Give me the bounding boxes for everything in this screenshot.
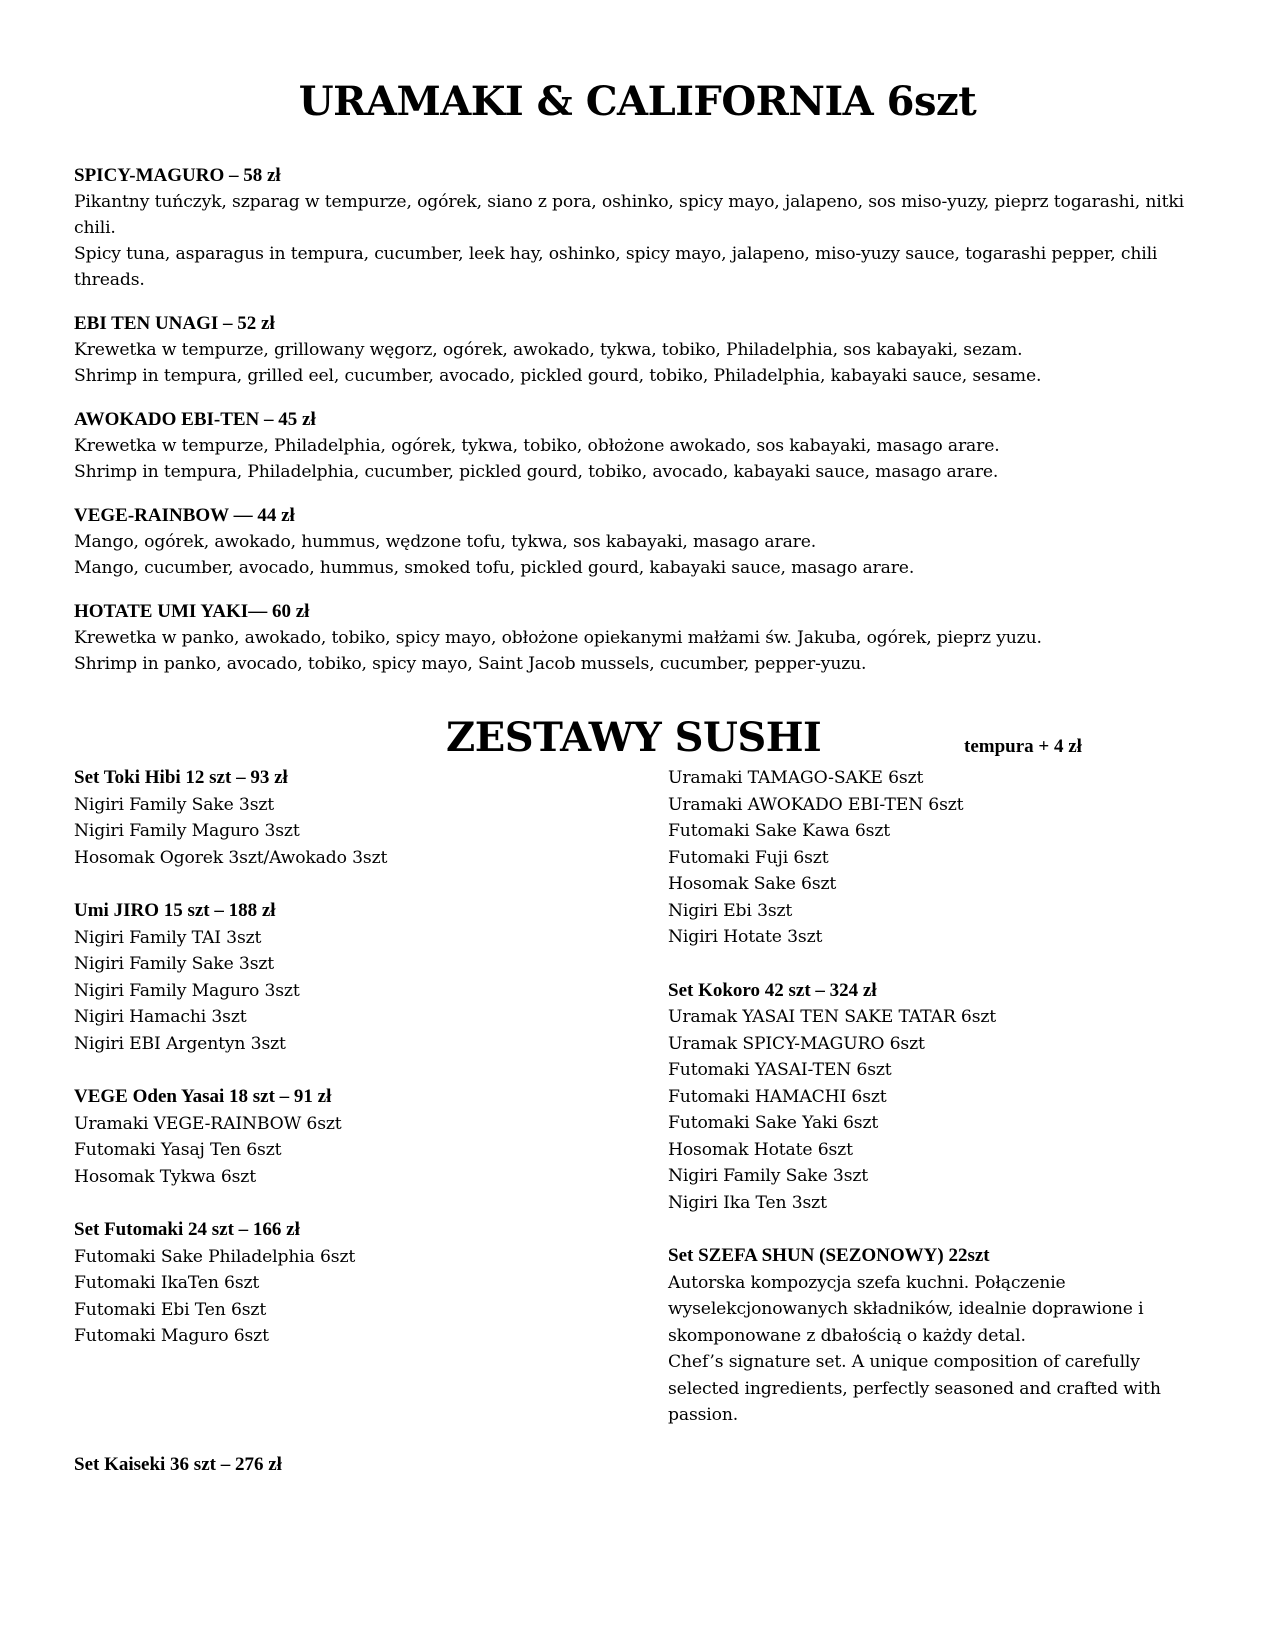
set-heading: Set Kokoro 42 szt – 324 zł bbox=[668, 979, 877, 1001]
item-name-price: SPICY-MAGURO – 58 zł bbox=[74, 165, 281, 186]
item-name-price: VEGE-RAINBOW — 44 zł bbox=[74, 505, 295, 526]
set-line: Futomaki Maguro 6szt bbox=[74, 1326, 269, 1346]
uramaki-items bbox=[74, 163, 1224, 695]
set-line: Nigiri Hotate 3szt bbox=[668, 927, 823, 947]
item-description-pl: Krewetka w tempurze, Philadelphia, ogórek, tykwa, tobiko, obłożone awokado, sos kabayaki, masago arare. bbox=[74, 436, 1000, 456]
menu-item-spicy-maguro bbox=[74, 163, 1224, 293]
set-line: Futomaki IkaTen 6szt bbox=[74, 1273, 260, 1293]
set-line: Nigiri Family Maguro 3szt bbox=[74, 980, 300, 1001]
set-line: Hosomak Tykwa 6szt bbox=[74, 1166, 256, 1187]
item-description-pl: Pikantny tuńczyk, szparag w tempurze, ogórek, siano z pora, oshinko, spicy mayo, jalapeno, sos miso-yuzy, pieprz togarashi, nitki chili. bbox=[74, 192, 1185, 238]
set-kokoro bbox=[668, 978, 1208, 1217]
set-line: Futomaki Fuji 6szt bbox=[668, 847, 829, 868]
set-toki-hibi bbox=[74, 765, 634, 871]
set-line: Futomaki Sake Philadelphia 6szt bbox=[74, 1246, 356, 1267]
set-heading: Set SZEFA SHUN (SEZONOWY) 22szt bbox=[668, 1245, 990, 1266]
set-line: Nigiri EBI Argentyn 3szt bbox=[74, 1033, 286, 1054]
set-line: Futomaki Sake Yaki 6szt bbox=[668, 1113, 879, 1133]
set-line: Nigiri Ebi 3szt bbox=[668, 900, 793, 921]
set-line: Futomaki Ebi Ten 6szt bbox=[74, 1299, 267, 1320]
sets-right-column bbox=[668, 765, 1208, 1456]
set-line: Nigiri Family Maguro 3szt bbox=[74, 821, 300, 841]
item-name-price: EBI TEN UNAGI – 52 zł bbox=[74, 313, 275, 334]
menu-item-awokado-ebi-ten bbox=[74, 407, 1224, 485]
item-description-en: Shrimp in tempura, Philadelphia, cucumber, pickled gourd, tobiko, avocado, kabayaki sauce, masago arare. bbox=[74, 462, 999, 482]
menu-item-ebi-ten-unagi bbox=[74, 311, 1224, 389]
set-heading: Umi JIRO 15 szt – 188 zł bbox=[74, 900, 276, 921]
item-description-pl: Krewetka w panko, awokado, tobiko, spicy mayo, obłożone opiekanymi małżami św. Jakuba, ogórek, pieprz yuzu. bbox=[74, 628, 1042, 648]
set-szefa-shun bbox=[668, 1243, 1208, 1429]
item-description-en: Shrimp in tempura, grilled eel, cucumber, avocado, pickled gourd, tobiko, Philadelphia, kabayaki sauce, sesame. bbox=[74, 366, 1042, 386]
set-vege-oden-yasai bbox=[74, 1084, 634, 1190]
item-description-pl: Mango, ogórek, awokado, hummus, wędzone tofu, tykwa, sos kabayaki, masago arare. bbox=[74, 532, 817, 552]
set-line: Futomaki Sake Kawa 6szt bbox=[668, 821, 891, 841]
menu-item-vege-rainbow bbox=[74, 503, 1224, 581]
item-description-en: Shrimp in panko, avocado, tobiko, spicy mayo, Saint Jacob mussels, cucumber, pepper-yuzu. bbox=[74, 654, 867, 674]
menu-item-hotate-umi-yaki bbox=[74, 599, 1224, 677]
sets-section-title: ZESTAWY SUSHI bbox=[446, 714, 822, 761]
set-line: Hosomak Ogorek 3szt/Awokado 3szt bbox=[74, 847, 388, 868]
set-futomaki bbox=[74, 1217, 634, 1350]
set-line: Futomaki HAMACHI 6szt bbox=[668, 1086, 887, 1107]
item-description-en: Spicy tuna, asparagus in tempura, cucumber, leek hay, oshinko, spicy mayo, jalapeno, miso-yuzy sauce, togarashi pepper, chili threads. bbox=[74, 244, 1158, 290]
set-line: Nigiri Family Sake 3szt bbox=[668, 1166, 869, 1186]
sets-left-column bbox=[74, 765, 634, 1377]
set-line: Uramak SPICY-MAGURO 6szt bbox=[668, 1033, 925, 1054]
uramaki-section-title: URAMAKI & CALIFORNIA 6szt bbox=[298, 78, 977, 125]
set-heading: Set Futomaki 24 szt – 166 zł bbox=[74, 1219, 300, 1240]
item-description-pl: Krewetka w tempurze, grillowany węgorz, ogórek, awokado, tykwa, tobiko, Philadelphia, sos kabayaki, sezam. bbox=[74, 340, 1023, 360]
set-line: Futomaki YASAI-TEN 6szt bbox=[668, 1060, 892, 1080]
set-line: Nigiri Ika Ten 3szt bbox=[668, 1192, 827, 1213]
item-name-price: AWOKADO EBI-TEN – 45 zł bbox=[74, 409, 316, 430]
set-line: Nigiri Family TAI 3szt bbox=[74, 927, 262, 948]
set-description-pl: Autorska kompozycja szefa kuchni. Połączenie wyselekcjonowanych składników, idealnie doprawione i skomponowane z dbałością o każdy detal. bbox=[668, 1272, 1144, 1346]
set-line: Hosomak Sake 6szt bbox=[668, 874, 837, 894]
set-kaiseki-contents bbox=[668, 765, 1208, 951]
set-heading: VEGE Oden Yasai 18 szt – 91 zł bbox=[74, 1086, 332, 1107]
set-line: Hosomak Hotate 6szt bbox=[668, 1139, 853, 1160]
set-line: Nigiri Family Sake 3szt bbox=[74, 794, 275, 815]
set-line: Uramak YASAI TEN SAKE TATAR 6szt bbox=[668, 1007, 997, 1027]
tempura-surcharge-note: tempura + 4 zł bbox=[964, 736, 1082, 757]
set-line: Uramaki VEGE-RAINBOW 6szt bbox=[74, 1113, 342, 1134]
set-line: Uramaki AWOKADO EBI-TEN 6szt bbox=[668, 794, 964, 815]
set-heading: Set Toki Hibi 12 szt – 93 zł bbox=[74, 767, 288, 788]
set-line: Nigiri Family Sake 3szt bbox=[74, 954, 275, 974]
item-name-price: HOTATE UMI YAKI— 60 zł bbox=[74, 601, 310, 622]
set-description-en: Chef’s signature set. A unique composition of carefully selected ingredients, perfectly seasoned and crafted with passion. bbox=[668, 1352, 1161, 1425]
item-description-en: Mango, cucumber, avocado, hummus, smoked tofu, pickled gourd, kabayaki sauce, masago arare. bbox=[74, 558, 915, 578]
set-line: Futomaki Yasaj Ten 6szt bbox=[74, 1140, 282, 1160]
set-kaiseki-heading: Set Kaiseki 36 szt – 276 zł bbox=[74, 1454, 282, 1475]
set-line: Uramaki TAMAGO-SAKE 6szt bbox=[668, 768, 924, 788]
set-line: Nigiri Hamachi 3szt bbox=[74, 1007, 247, 1027]
set-umi-jiro bbox=[74, 898, 634, 1057]
